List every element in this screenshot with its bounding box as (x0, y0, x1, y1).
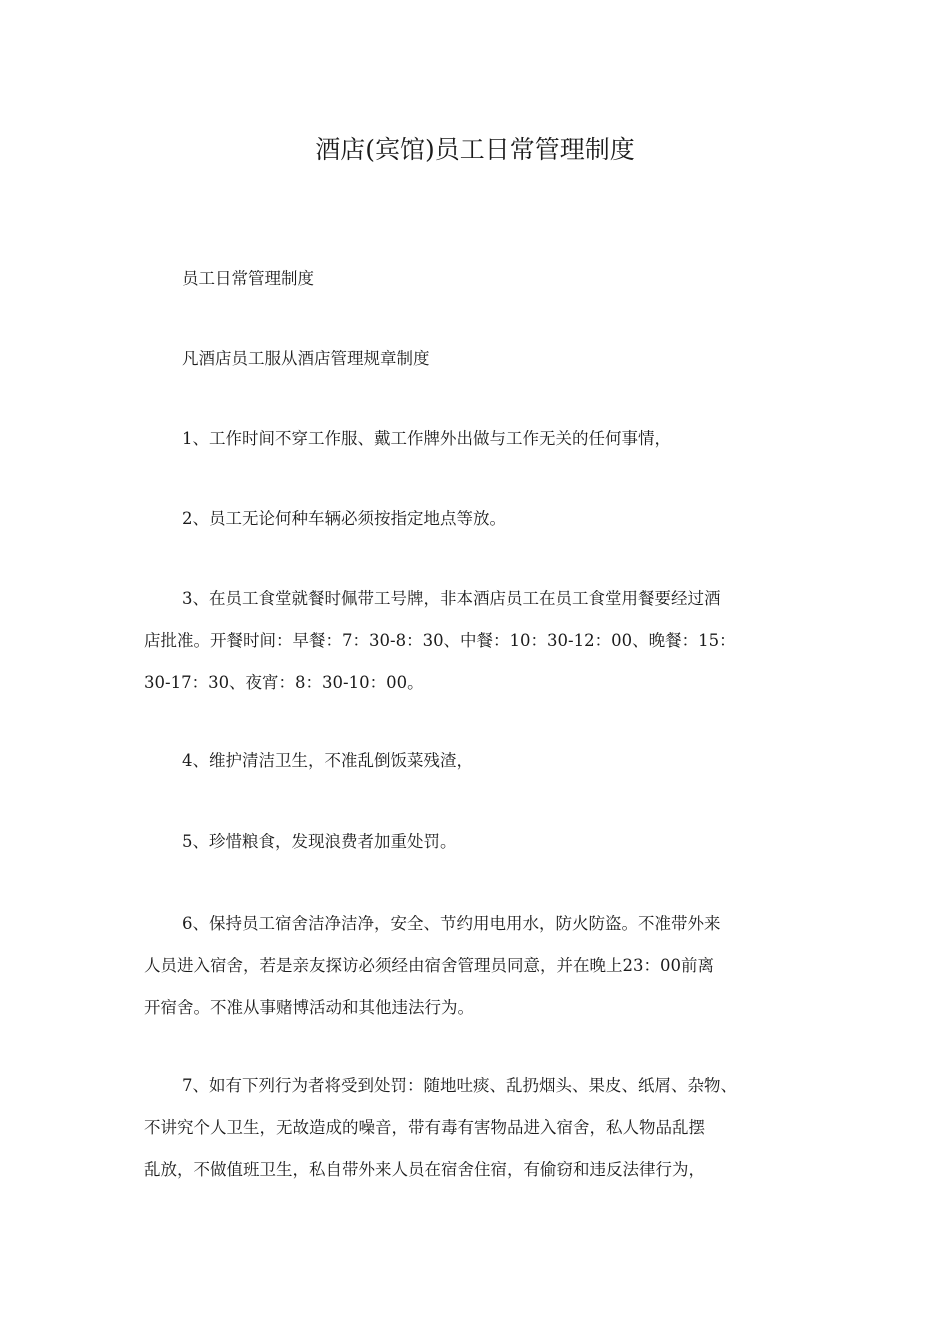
rule-item-7 (144, 1065, 824, 1191)
paragraph-line: 店批准。开餐时间：早餐：7：30-8：30、中餐：10：30-12：00、晚餐：15： (144, 631, 736, 650)
paragraph-line: 30-17：30、夜宵：8：30-10：00。 (144, 673, 424, 692)
paragraph-line: 4、维护清洁卫生，不准乱倒饭菜残渣， (182, 751, 473, 770)
paragraph-line: 员工日常管理制度 (182, 269, 314, 288)
paragraph-line: 1、工作时间不穿工作服、戴工作牌外出做与工作无关的任何事情， (182, 429, 671, 448)
paragraph-line: 开宿舍。不准从事赌博活动和其他违法行为。 (144, 998, 474, 1017)
paragraph-line: 乱放，不做值班卫生，私自带外来人员在宿舍住宿，有偷窃和违反法律行为， (144, 1160, 705, 1179)
rule-item-1 (144, 418, 824, 460)
rule-item-3 (144, 578, 824, 704)
rule-item-4 (144, 740, 824, 782)
rule-item-5 (144, 821, 824, 863)
rule-item-2 (144, 498, 824, 540)
paragraph-line: 2、员工无论何种车辆必须按指定地点等放。 (182, 509, 506, 528)
section-heading (144, 258, 824, 300)
paragraph-line: 人员进入宿舍，若是亲友探访必须经由宿舍管理员同意，并在晚上23：00前离 (144, 956, 714, 975)
paragraph-line: 7、如有下列行为者将受到处罚：随地吐痰、乱扔烟头、果皮、纸屑、杂物、 (182, 1076, 737, 1095)
paragraph-line: 5、珍惜粮食，发现浪费者加重处罚。 (182, 832, 457, 851)
paragraph-line: 3、在员工食堂就餐时佩带工号牌，非本酒店员工在员工食堂用餐要经过酒 (182, 589, 721, 608)
paragraph-line: 不讲究个人卫生，无故造成的噪音，带有毒有害物品进入宿舍，私人物品乱摆 (144, 1118, 705, 1137)
document-title: 酒店(宾馆)员工日常管理制度 (315, 135, 635, 164)
intro-paragraph (144, 338, 824, 380)
rule-item-6 (144, 903, 824, 1029)
paragraph-line: 6、保持员工宿舍洁净洁净，安全、节约用电用水，防火防盗。不准带外来 (182, 914, 721, 933)
paragraph-line: 凡酒店员工服从酒店管理规章制度 (182, 349, 430, 368)
